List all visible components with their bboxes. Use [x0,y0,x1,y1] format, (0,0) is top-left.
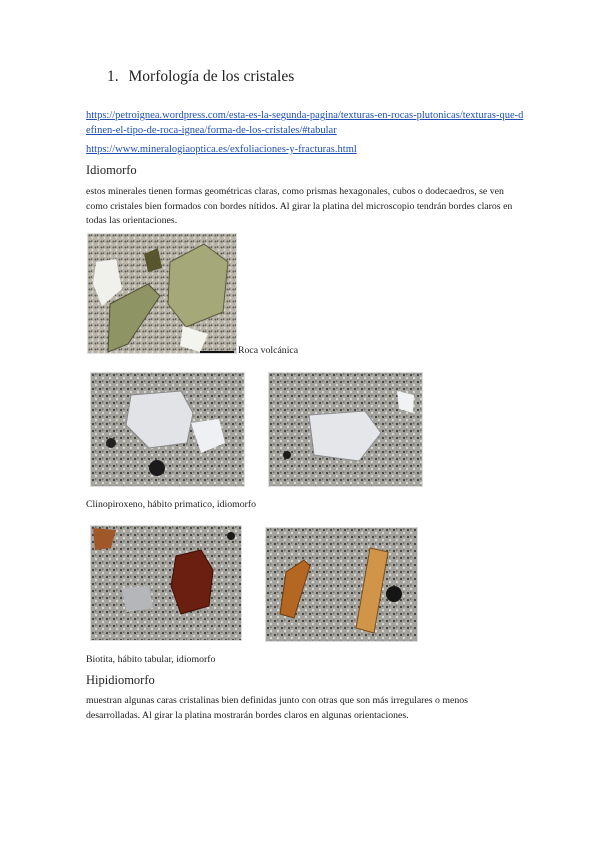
clinopiroxeno-micrograph-1 [90,372,245,487]
scale-bar [200,351,234,353]
section-number: 1. [107,68,119,85]
clinopiroxeno-caption: Clinopiroxeno, hábito primatico, idiomorfo [86,499,257,510]
section-title: Morfología de los cristales [128,68,295,85]
petroignea-link[interactable]: https://petroignea.wordpress.com/esta-es-la-segunda-pagina/texturas-en-rocas-plutonicas/texturas-que-definen-el-tipo-de-roca-ignea/forma-de-los-cristales/#tabular [86,110,524,136]
biotita-caption: Biotita, hábito tabular, idiomorfo [86,654,216,665]
section-heading [107,68,294,86]
idiomorfo-paragraph: estos minerales tienen formas geométricas claras, como prismas hexagonales, cubos o dodecaedros, se ven como cristales bien formados con bordes nítidos. Al girar la platina del microscopio tendrán bordes claros en todas las orientaciones. [86,186,513,226]
biotita-micrograph-2 [265,527,418,642]
biotita-micrograph-1 [90,525,242,641]
roca-caption: Roca volcánica [238,345,299,356]
mineralogia-link[interactable]: https://www.mineralogiaoptica.es/exfoliaciones-y-fracturas.html [86,144,357,155]
idiomorfo-heading: Idiomorfo [86,163,137,177]
clinopiroxeno-micrograph-2 [268,372,423,487]
hipidiomorfo-heading: Hipidiomorfo [86,673,155,687]
hipidiomorfo-paragraph: muestran algunas caras cristalinas bien definidas junto con otras que son más irregulares o menos desarrolladas. Al girar la platina mostrarán bordes claros en algunas orientaciones. [86,695,468,721]
roca-volcanica-micrograph [87,233,237,354]
